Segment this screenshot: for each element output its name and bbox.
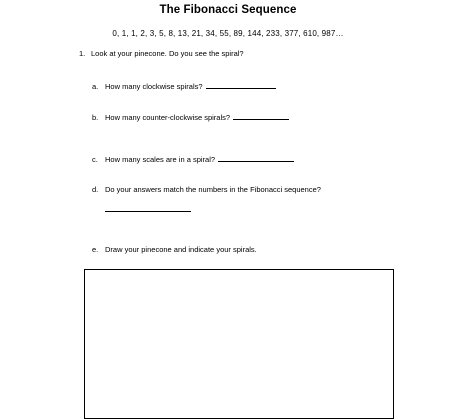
question-1: [79, 49, 244, 58]
drawing-box[interactable]: [84, 269, 394, 419]
subquestion-text: How many clockwise spirals?: [105, 82, 203, 91]
subquestion-letter: d.: [92, 185, 99, 194]
subquestion-text: How many counter-clockwise spirals?: [105, 113, 231, 122]
subquestion-letter: a.: [92, 82, 99, 91]
subquestion-letter: c.: [92, 155, 98, 164]
answer-blank-a[interactable]: [206, 81, 276, 89]
answer-blank-c[interactable]: [218, 154, 294, 162]
question-number: 1.: [79, 49, 86, 58]
subquestion-text: How many scales are in a spiral?: [105, 155, 216, 164]
subquestion-c: [92, 154, 294, 164]
subquestion-text: Do your answers match the numbers in the Fibonacci sequence?: [105, 185, 321, 194]
subquestion-text: Draw your pinecone and indicate your spirals.: [105, 245, 257, 254]
subquestion-letter: b.: [92, 113, 99, 122]
subquestion-letter: e.: [92, 245, 99, 254]
subquestion-e: [92, 245, 257, 254]
answer-blank-d[interactable]: [105, 211, 191, 212]
subquestion-b: [92, 112, 289, 122]
fibonacci-sequence: 0, 1, 1, 2, 3, 5, 8, 13, 21, 34, 55, 89, 144, 233, 377, 610, 987…: [112, 29, 344, 38]
subquestion-a: [92, 81, 276, 91]
subquestion-d: [92, 185, 321, 194]
answer-blank-b[interactable]: [233, 112, 289, 120]
page-title: The Fibonacci Sequence: [159, 4, 297, 16]
question-text: Look at your pinecone. Do you see the spiral?: [91, 49, 244, 58]
